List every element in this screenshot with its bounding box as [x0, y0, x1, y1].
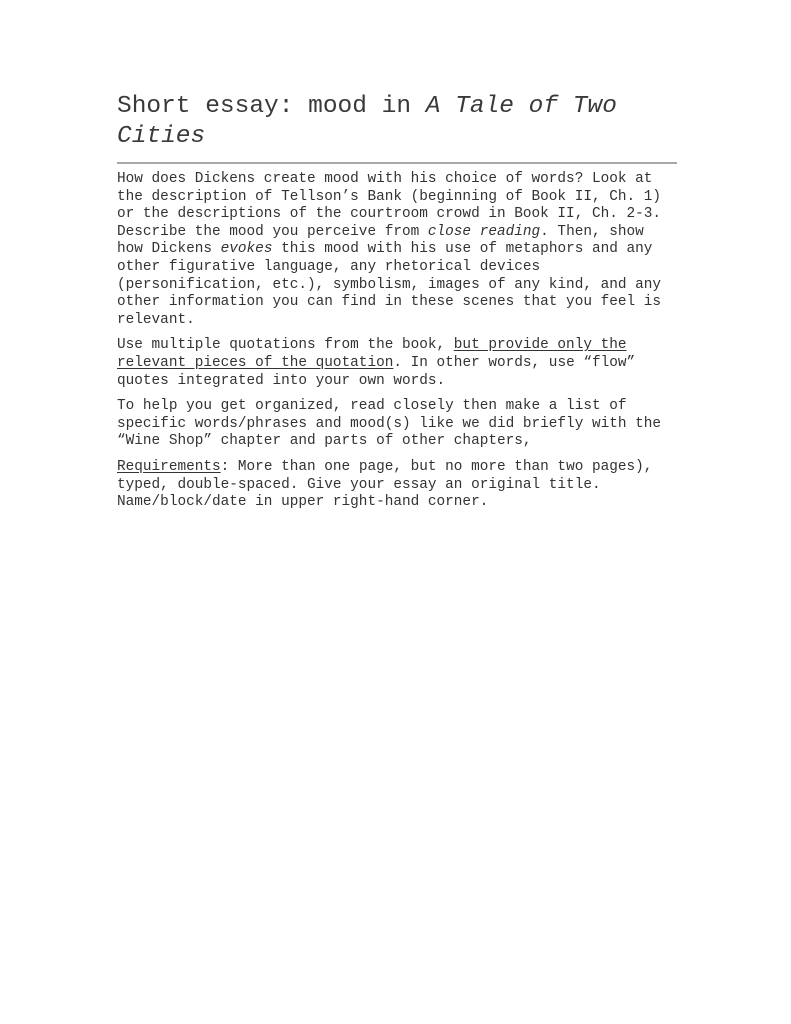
paragraph-text: this mood with his use of metaphors and any other figurative language, any rhetorical devices (personification, etc.), symbolism, images of any kind, and any other information you can find in these scenes that you feel is relevant. — [117, 241, 662, 328]
paragraph-requirements — [117, 459, 677, 512]
paragraph-text: . In other words, use “flow” quotes integrated into your own words. — [117, 354, 636, 389]
title-book-name: A Tale of Two Cities — [117, 93, 617, 150]
paragraph-text: How does Dickens create mood with his choice of words? Look at the description of Tellson’s Bank (beginning of Book II, Ch. 1) or the descriptions of the courtroom crowd in Book II, Ch. 2-3. Describe the mood you perceive from — [117, 171, 662, 240]
paragraph-quotations — [117, 337, 677, 390]
paragraph-text: . Then, show how Dickens — [117, 223, 644, 258]
emphasis-evokes: evokes — [220, 241, 273, 258]
document-page — [117, 92, 677, 520]
essay-instructions — [117, 171, 677, 512]
paragraph-text: Use multiple quotations from the book, — [117, 337, 454, 354]
underlined-instruction: but provide only the relevant pieces of the quotation — [117, 337, 627, 371]
paragraph-mood-question — [117, 171, 677, 329]
paragraph-text: : More than one page, but no more than two pages), typed, double-spaced. Give your essay an original title. Name/block/date in upper right-hand corner. — [117, 458, 653, 511]
paragraph-organize: To help you get organized, read closely then make a list of specific words/phrases and mood(s) like we did briefly with the “Wine Shop” chapter and parts of other chapters, — [117, 398, 662, 450]
requirements-label: Requirements — [117, 458, 221, 475]
emphasis-close-reading: close reading — [427, 223, 541, 240]
title-prefix: Short essay: mood in — [117, 93, 426, 120]
page-title — [117, 92, 677, 164]
